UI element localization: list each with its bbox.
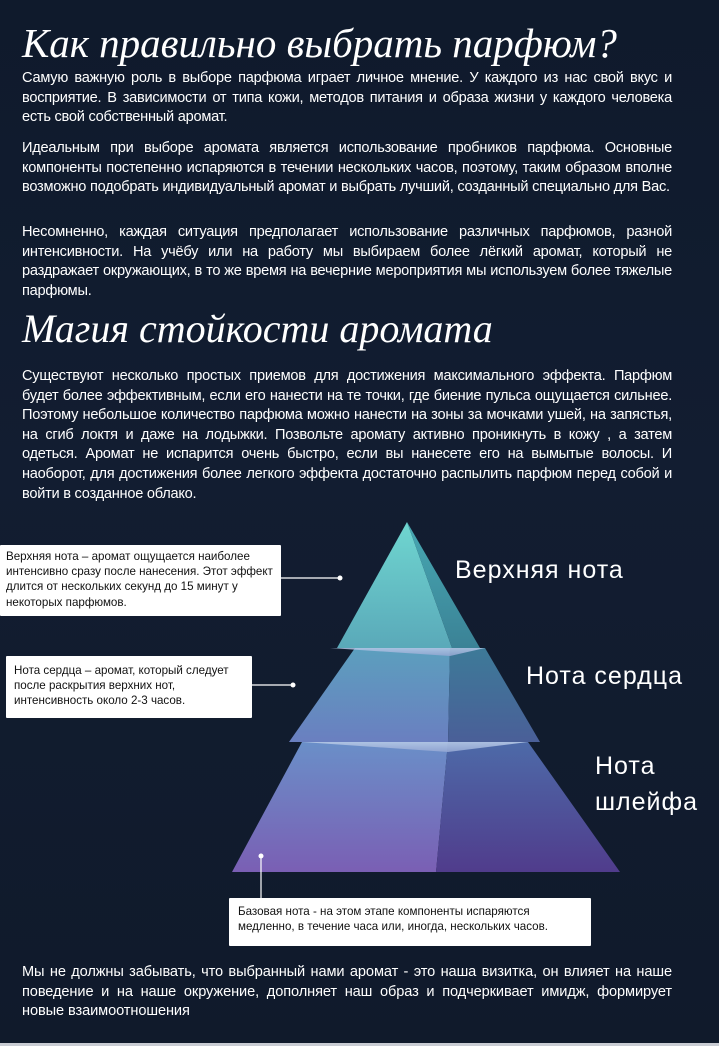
intro-paragraph-2: Идеальным при выборе аромата является использование пробников парфюма. Основные компоненты постепенно испаряются в течении нескольких часов, поэтому, таким образом вполне возможно подобрать индивидуальный аромат и выбрать лучший, созданный специально для Вас. <box>22 140 672 196</box>
base-tier-right-face <box>436 742 620 872</box>
base-tier-left-face <box>232 742 448 872</box>
intro-paragraph-1: Самую важную роль в выборе парфюма играет личное мнение. У каждого из нас свой вкус и восприятие. В зависимости от типа кожи, методов питания и образа жизни у каждого человека есть свой собственный аромат. <box>22 70 672 126</box>
heart-note-label: Нота сердца <box>526 662 683 690</box>
heart-note-description: Нота сердца – аромат, который следует после раскрытия верхних нот, интенсивность около 2-3 часов. <box>6 656 252 718</box>
top-note-connector-dot <box>338 576 343 581</box>
base-note-description: Базовая нота - на этом этапе компоненты испаряются медленно, в течение часа или, иногда, нескольких часов. <box>229 898 591 946</box>
closing-paragraph: Мы не должны забывать, что выбранный нами аромат - это наша визитка, он влияет на наше поведение и на наше окружение, дополняет наш образ и подчеркивает имидж, формирует новые взаимоотношения <box>22 964 672 1020</box>
section-title: Магия стойкости аромата <box>22 306 493 351</box>
longevity-paragraph: Существуют несколько простых приемов для достижения максимального эффекта. Парфюм будет более эффективным, если его нанести на те точки, где биение пульса ощущается сильнее. Поэтому небольшое количество парфюма можно нанести на зоны за мочками ушей, на запястья, на сгиб локтя и даже на лодыжки. Позвольте аромату активно проникнуть в кожу , а затем одеться. Аромат не испарится очень быстро, если вы нанесете его на вымытые волосы. И наоборот, для достижения более легкого эффекта достаточно распылить парфюм перед собой и войти в созданное облако. <box>22 368 672 502</box>
top-note-label: Верхняя нота <box>455 556 624 584</box>
base-note-connector-dot <box>259 854 264 859</box>
base-note-label <box>595 748 698 820</box>
top-note-description: Верхняя нота – аромат ощущается наиболее интенсивно сразу после нанесения. Этот эффект длится от нескольких секунд до 15 минут у некоторых парфюмов. <box>0 545 281 616</box>
base-note-label-line2: шлейфа <box>595 788 698 816</box>
heart-note-connector-dot <box>291 683 296 688</box>
heart-tier-left-face <box>289 648 450 742</box>
page-title: Как правильно выбрать парфюм? <box>22 20 617 66</box>
base-note-label-line1: Нота <box>595 752 656 780</box>
intro-paragraph-3: Несомненно, каждая ситуация предполагает использование различных парфюмов, разной интенсивности. На учёбу или на работу мы выбираем более лёгкий аромат, который не раздражает окружающих, в то же время на вечерние мероприятия мы используем более тяжелые парфюмы. <box>22 224 672 299</box>
